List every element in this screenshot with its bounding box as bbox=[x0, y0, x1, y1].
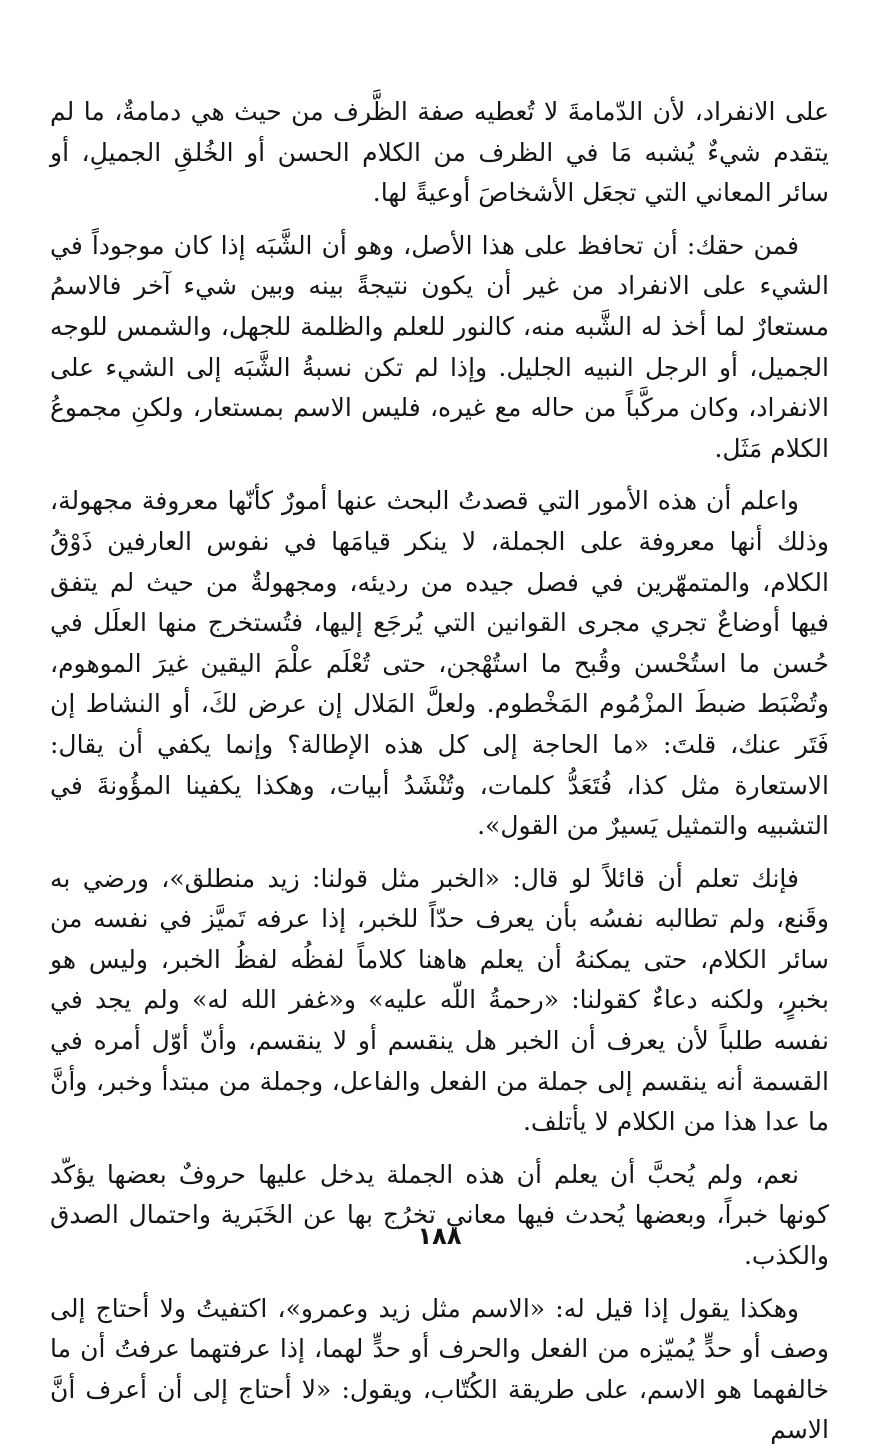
paragraph-2: فمن حقك: أن تحافظ على هذا الأصل، وهو أن الشَّبَه إذا كان موجوداً في الشيء على الانفراد من غير أن يكون نتيجةً بينه وبين شيء آخر فالاسمُ مستعارٌ لما أخذ له الشَّبه منه، كالنور للعلم والظلمة للجهل، والشمس للوجه الجميل، أو الرجل النبيه الجليل. وإذا لم تكن نسبةُ الشَّبَه إلى الشيء على الانفراد، وكان مركَّباً من حاله مع غيره، فليس الاسم بمستعار، ولكنِ مجموعُ الكلام مَثَل. bbox=[50, 230, 829, 463]
paragraph-4: فإنك تعلم أن قائلاً لو قال: «الخبر مثل قولنا: زيد منطلق»، ورضي به وقَنع، ولم تطالبه نفسُه بأن يعرف حدّاً للخبر، إذا عرفه تَميَّز في نفسه من سائر الكلام، حتى يمكنهُ أن يعلم هاهنا كلاماً لفظُه لفظُ الخبر، وليس هو بخبرٍ، ولكنه دعاءٌ كقولنا: «رحمةُ اللّه عليه» و«غفر الله له» ولم يجد في نفسه طلباً لأن يعرف أن الخبر هل ينقسم أو لا ينقسم، وأنّ أوّل أمره في القسمة أنه ينقسم إلى جملة من الفعل والفاعل، وجملة من مبتدأ وخبر، وأنَّ ما عدا هذا من الكلام لا يأتلف. bbox=[50, 863, 829, 1137]
paragraph-1: على الانفراد، لأن الدّمامةَ لا تُعطيه صفة الظَّرف من حيث هي دمامةٌ، ما لم يتقدم شيءٌ يُشبه مَا في الظرف من الكلام الحسن أو الخُلقِ الجميلِ، أو سائر المعاني التي تجعَل الأشخاصَ أوعيةً لها. bbox=[50, 97, 829, 208]
book-page bbox=[50, 92, 829, 1445]
paragraph-3: واعلم أن هذه الأمور التي قصدتُ البحث عنها أمورٌ كأنّها معروفة مجهولة، وذلك أنها معروفة على الجملة، لا ينكر قيامَها في نفوس العارفين ذَوْقُ الكلام، والمتمهّرين في فصل جيده من رديئه، ومجهولةٌ من حيث لم يتفق فيها أوضاعٌ تجري مجرى القوانين التي يُرجَع إليها، فتُستخرج منها العلَل في حُسن ما استُحْسن وقُبح ما استُهْجن، حتى تُعْلَم علْمَ اليقين غيرَ الموهوم، وتُضْبَط ضبطَ المزْمُوم المَخْطوم. ولعلَّ المَلال إن عرض لكَ، أو النشاط إن فَتَر عنك، قلتَ: «ما الحاجة إلى كل هذه الإطالة؟ وإنما يكفي أن يقال: الاستعارة مثل كذا، فُتَعَدُّ كلمات، وتُنْشَدُ أبيات، وهكذا يكفينا المؤُونةَ في التشبيه والتمثيل يَسيرٌ من القول». bbox=[50, 486, 829, 841]
paragraph-6: وهكذا يقول إذا قيل له: «الاسم مثل زيد وعمرو»، اكتفيتُ ولا أحتاج إلى وصف أو حدٍّ يُميّزه من الفعل والحرف أو حدٍّ لهما، إذا عرفتهما عرفتُ أن ما خالفهما هو الاسم، على طريقة الكُتّاب، ويقول: «لا أحتاج إلى أن أعرف أنَّ الاسم bbox=[50, 1293, 829, 1445]
page-number: ١٨٨ bbox=[417, 1222, 462, 1250]
paragraph-5: نعم، ولم يُحبَّ أن يعلم أن هذه الجملة يدخل عليها حروفٌ بعضها يؤكّد كونها خبراً، وبعضها يُحدث فيها معاني تخرُج بها عن الخَبَرية واحتمال الصدق والكذب. bbox=[50, 1159, 829, 1271]
